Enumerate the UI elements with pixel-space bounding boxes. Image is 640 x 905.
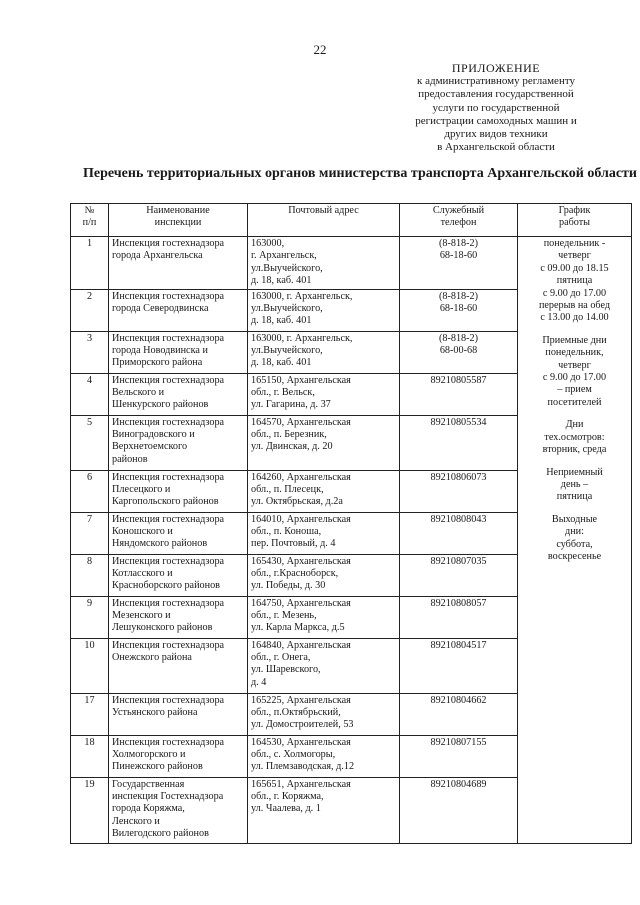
header-number: № п/п bbox=[71, 204, 109, 237]
inspection-name: Инспекция гостехнадзора Коношского и Няндомского районов bbox=[109, 512, 248, 554]
phone-number: 89210805534 bbox=[400, 415, 518, 470]
inspection-name: Инспекция гостехнадзора Вельского и Шенкурского районов bbox=[109, 373, 248, 415]
row-number: 17 bbox=[71, 693, 109, 735]
postal-address: 165150, Архангельская обл., г. Вельск, ул. Гагарина, д. 37 bbox=[248, 373, 400, 415]
schedule-hours: понедельник - четверг с 09.00 до 18.15 пятница с 9.00 до 17.00 перерыв на обед с 13.00 до 14.00 bbox=[538, 238, 611, 324]
inspection-name: Инспекция гостехнадзора Мезенского и Лешуконского районов bbox=[109, 596, 248, 638]
postal-address: 164570, Архангельская обл., п. Березник, ул. Двинская, д. 20 bbox=[248, 415, 400, 470]
table-row bbox=[71, 237, 632, 290]
postal-address: 164750, Архангельская обл., г. Мезень, ул. Карла Маркса, д.5 bbox=[248, 596, 400, 638]
postal-address: 163000, г. Архангельск, ул.Выучейского, д. 18, каб. 401 bbox=[248, 289, 400, 331]
row-number: 5 bbox=[71, 415, 109, 470]
inspection-name: Инспекция гостехнадзора Плесецкого и Каргопольского районов bbox=[109, 470, 248, 512]
phone-number: 89210805587 bbox=[400, 373, 518, 415]
phone-number: 89210807155 bbox=[400, 735, 518, 777]
phone-number: (8-818-2) 68-00-68 bbox=[400, 331, 518, 373]
phone-number: (8-818-2) 68-18-60 bbox=[400, 289, 518, 331]
inspection-name: Инспекция гостехнадзора Холмогорского и Пинежского районов bbox=[109, 735, 248, 777]
header-inspection-name: Наименование инспекции bbox=[109, 204, 248, 237]
inspection-name: Инспекция гостехнадзора города Архангельска bbox=[109, 237, 248, 290]
postal-address: 164260, Архангельская обл., п. Плесецк, ул. Октябрьская, д.2а bbox=[248, 470, 400, 512]
table-header-row bbox=[71, 204, 632, 237]
phone-number: 89210804662 bbox=[400, 693, 518, 735]
postal-address: 165651, Архангельская обл., г. Коряжма, ул. Чаалева, д. 1 bbox=[248, 777, 400, 843]
phone-number: 89210808057 bbox=[400, 596, 518, 638]
row-number: 10 bbox=[71, 638, 109, 693]
phone-number: 89210804689 bbox=[400, 777, 518, 843]
phone-number: (8-818-2) 68-18-60 bbox=[400, 237, 518, 290]
row-number: 4 bbox=[71, 373, 109, 415]
appendix-line: предоставления государственной bbox=[418, 88, 574, 101]
appendix-block bbox=[372, 62, 620, 154]
phone-number: 89210804517 bbox=[400, 638, 518, 693]
row-number: 7 bbox=[71, 512, 109, 554]
row-number: 2 bbox=[71, 289, 109, 331]
phone-number: 89210807035 bbox=[400, 554, 518, 596]
row-number: 8 bbox=[71, 554, 109, 596]
page-number: 22 bbox=[313, 42, 327, 57]
phone-number: 89210808043 bbox=[400, 512, 518, 554]
document-title: Перечень территориальных органов министерства транспорта Архангельской области bbox=[83, 166, 637, 181]
appendix-line: в Архангельской области bbox=[437, 141, 555, 154]
appendix-line: регистрации самоходных машин и bbox=[415, 114, 577, 127]
postal-address: 165225, Архангельская обл., п.Октябрьский, ул. Домостроителей, 53 bbox=[248, 693, 400, 735]
header-phone: Служебный телефон bbox=[400, 204, 518, 237]
row-number: 3 bbox=[71, 331, 109, 373]
row-number: 18 bbox=[71, 735, 109, 777]
schedule-non-reception-day: Неприемный день – пятница bbox=[546, 466, 603, 503]
phone-number: 89210806073 bbox=[400, 470, 518, 512]
postal-address: 165430, Архангельская обл., г.Красноборск, ул. Победы, д. 30 bbox=[248, 554, 400, 596]
header-schedule: График работы bbox=[518, 204, 632, 237]
schedule-reception-days: Приемные дни понедельник, четверг с 9.00 до 17.00 – прием посетителей bbox=[542, 334, 607, 408]
row-number: 6 bbox=[71, 470, 109, 512]
appendix-line: к административному регламенту bbox=[417, 75, 575, 88]
inspection-name: Инспекция гостехнадзора Устьянского района bbox=[109, 693, 248, 735]
appendix-line: услуги по государственной bbox=[432, 101, 560, 114]
inspection-name: Государственная инспекция Гостехнадзора города Коряжма, Ленского и Вилегодского районов bbox=[109, 777, 248, 843]
inspections-table bbox=[70, 203, 632, 844]
inspection-name: Инспекция гостехнадзора Котласского и Красноборского районов bbox=[109, 554, 248, 596]
postal-address: 164010, Архангельская обл., п. Коноша, пер. Почтовый, д. 4 bbox=[248, 512, 400, 554]
schedule-days-off: Выходные дни: суббота, воскресенье bbox=[547, 513, 602, 562]
row-number: 9 bbox=[71, 596, 109, 638]
postal-address: 163000, г. Архангельск, ул.Выучейского, д. 18, каб. 401 bbox=[248, 237, 400, 290]
row-number: 19 bbox=[71, 777, 109, 843]
inspection-name: Инспекция гостехнадзора города Северодвинска bbox=[109, 289, 248, 331]
inspection-name: Инспекция гостехнадзора города Новодвинска и Приморского района bbox=[109, 331, 248, 373]
row-number: 1 bbox=[71, 237, 109, 290]
postal-address: 164840, Архангельская обл., г. Онега, ул. Шаревского, д. 4 bbox=[248, 638, 400, 693]
postal-address: 164530, Архангельская обл., с. Холмогоры, ул. Племзаводская, д.12 bbox=[248, 735, 400, 777]
work-schedule bbox=[518, 237, 632, 844]
appendix-heading: ПРИЛОЖЕНИЕ bbox=[451, 61, 541, 75]
header-postal-address: Почтовый адрес bbox=[248, 204, 400, 237]
postal-address: 163000, г. Архангельск, ул.Выучейского, д. 18, каб. 401 bbox=[248, 331, 400, 373]
appendix-line: других видов техники bbox=[444, 128, 548, 141]
inspection-name: Инспекция гостехнадзора Виноградовского и Верхнетоемского районов bbox=[109, 415, 248, 470]
inspection-name: Инспекция гостехнадзора Онежского района bbox=[109, 638, 248, 693]
schedule-inspection-days: Дни тех.осмотров: вторник, среда bbox=[542, 419, 607, 456]
